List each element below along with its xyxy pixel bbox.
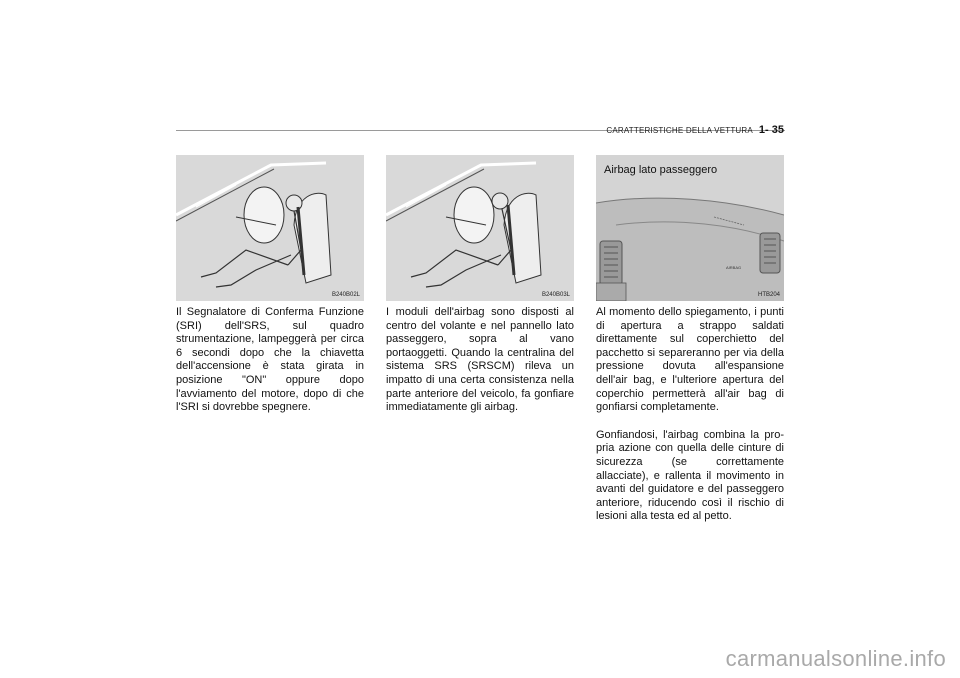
figure-code: HTB204 — [757, 292, 780, 298]
section-title: CARATTERISTICHE DELLA VETTURA — [606, 126, 753, 135]
paragraph: Al momento dello spiegamento, i punti di apertura a strappo saldati direttamente sul coperchietto del pacchetto si separeranno per via della pressione dovuta all'espansione dell'air bag, e l'ulteriore apertura del coperchio permetterà all'air bag di gonfiarsi completamente. — [596, 306, 784, 414]
watermark: carmanualsonline.info — [725, 646, 946, 671]
driver-airbag-illustration — [176, 155, 364, 301]
passenger-airbag-illustration — [386, 155, 574, 301]
paragraph: I moduli dell'airbag sono disposti al centro del volante e nel pannello lato passeggero, sopra al vano portaoggetti. Quando la centralina del sistema SRS (SRSCM) rileva un impatto di una certa consistenza nella parte anteriore del veicolo, fa gonfiare immediatamente gli airbag. — [386, 306, 574, 414]
paragraph: Il Segnalatore di Conferma Funzione (SRI) dell'SRS, sul quadro strumentazione, lampeggerà per circa 6 secondi dopo che la chiavetta dell'accensione è stata girata in posizione "ON" oppure dopo l'avviamento del motore, dopo di che l'SRI si dovrebbe spegnere. — [176, 306, 364, 414]
page-header — [606, 124, 784, 136]
page-number: 1- 35 — [758, 124, 784, 136]
figure-code: B240B03L — [541, 292, 570, 298]
text-column-2 — [386, 306, 574, 429]
figure-code: B240B02L — [331, 292, 360, 298]
dashboard-illustration — [596, 155, 784, 301]
dash-airbag-label: AIRBAG — [726, 265, 742, 270]
figure-driver-airbag — [176, 155, 364, 301]
text-column-1 — [176, 306, 364, 429]
figure-passenger-dashboard — [596, 155, 784, 301]
figure-caption: Airbag lato passeggero — [604, 164, 718, 176]
paragraph: Gonfiandosi, l'airbag combina la pro-pria azione con quella delle cinture di sicurezza (se correttamente allacciate), e rallenta il movimento in avanti del guidatore e del passeggero anteriore, riducendo così il rischio di lesioni alla testa ed al petto. — [596, 428, 784, 523]
text-column-3 — [596, 306, 784, 538]
figure-passenger-airbag-side — [386, 155, 574, 301]
